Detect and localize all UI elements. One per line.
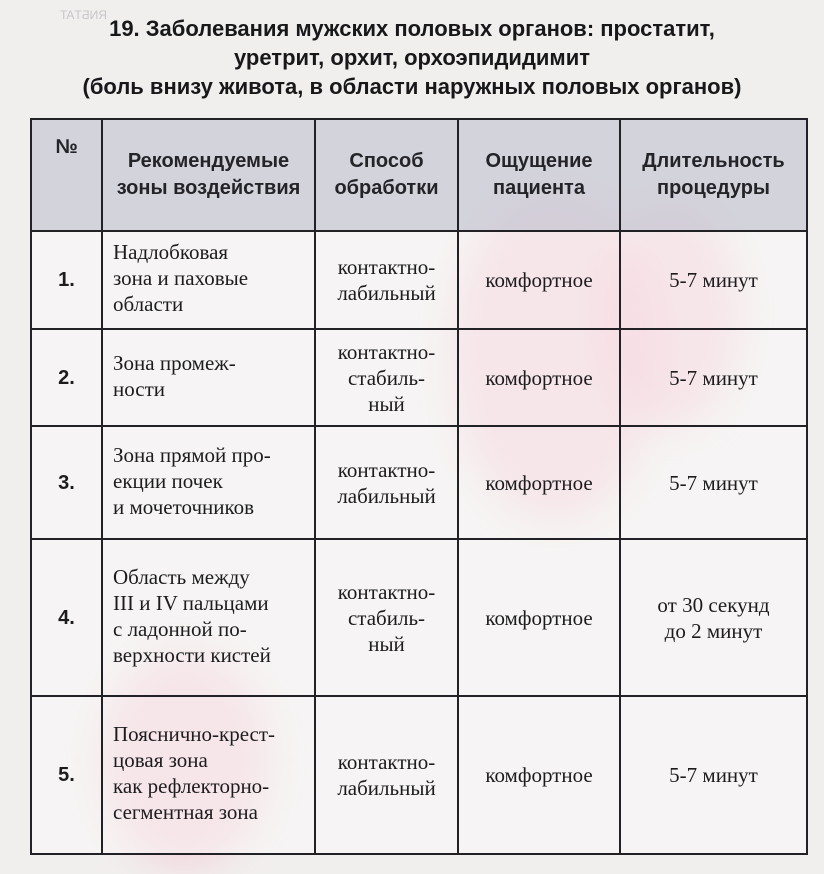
zone-line: сегментная зона: [113, 800, 258, 824]
table-header-row: [31, 119, 807, 231]
zone-line: с ладонной по-: [113, 616, 247, 641]
zone-line: Область между: [113, 564, 250, 589]
method-line: лабильный: [337, 776, 436, 800]
method-cell: [315, 696, 458, 854]
zone-cell: [102, 231, 315, 329]
duration-cell: [620, 539, 807, 696]
bleed-through-text: RNБTАТ: [60, 8, 107, 22]
table-row: [31, 231, 807, 329]
method-line: стабиль-: [347, 605, 426, 630]
duration-line: 5-7 минут: [669, 763, 758, 787]
duration-cell: [620, 426, 807, 539]
zone-line: III и IV пальцами: [113, 590, 269, 615]
title-line: (боль внизу живота, в области наружных половых органов): [82, 74, 742, 99]
zone-line: верхности кистей: [113, 642, 271, 667]
row-number: 3.: [31, 426, 102, 539]
method-line: стабиль-: [347, 365, 426, 390]
zone-line: Зона прямой про-: [113, 442, 271, 467]
table-row: [31, 426, 807, 539]
method-line: лабильный: [337, 281, 436, 305]
header-zones: Рекомендуемые зоны воздействия: [102, 119, 315, 231]
zone-line: цовая зона: [113, 748, 208, 772]
duration-line: 5-7 минут: [669, 365, 758, 390]
table-row: [31, 329, 807, 426]
feeling-cell: комфортное: [458, 539, 620, 696]
zone-line: Пояснично-крест-: [113, 722, 276, 746]
title-line: уретрит, орхит, орхоэпидидимит: [233, 45, 591, 70]
method-line: контактно-: [337, 579, 436, 604]
treatment-table: [30, 118, 808, 855]
feeling-cell: комфортное: [458, 231, 620, 329]
feeling-cell: комфортное: [458, 329, 620, 426]
method-cell: [315, 231, 458, 329]
method-line: контактно-: [337, 339, 436, 364]
zone-cell: [102, 539, 315, 696]
duration-cell: [620, 231, 807, 329]
zone-cell: [102, 329, 315, 426]
table-row: [31, 696, 807, 854]
zone-line: зона и паховые: [113, 266, 249, 290]
duration-line: от 30 секунд: [657, 592, 770, 617]
row-number: 2.: [31, 329, 102, 426]
table-row: [31, 539, 807, 696]
header-feeling: Ощущение пациента: [458, 119, 620, 231]
zone-line: области: [113, 292, 184, 316]
duration-line: 5-7 минут: [669, 470, 758, 495]
method-line: ный: [368, 391, 405, 416]
feeling-cell: комфортное: [458, 696, 620, 854]
table-body: [31, 231, 807, 854]
zone-cell: [102, 696, 315, 854]
duration-line: до 2 минут: [664, 618, 763, 643]
method-line: контактно-: [337, 255, 436, 279]
method-line: контактно-: [337, 750, 436, 774]
zone-line: Зона промеж-: [113, 350, 236, 375]
page-title: [0, 14, 824, 101]
row-number: 5.: [31, 696, 102, 854]
duration-line: 5-7 минут: [669, 268, 758, 292]
header-method: Способ обработки: [315, 119, 458, 231]
zone-line: екции почек: [113, 468, 223, 493]
header-num: №: [31, 119, 102, 231]
row-number: 1.: [31, 231, 102, 329]
method-cell: [315, 426, 458, 539]
method-line: ный: [368, 631, 405, 656]
feeling-cell: комфортное: [458, 426, 620, 539]
zone-cell: [102, 426, 315, 539]
method-line: контактно-: [337, 457, 436, 482]
method-cell: [315, 329, 458, 426]
duration-cell: [620, 329, 807, 426]
zone-line: ности: [113, 376, 165, 401]
title-line: 19. Заболевания мужских половых органов: простатит,: [109, 16, 715, 41]
method-line: лабильный: [337, 483, 436, 508]
zone-line: Надлобковая: [113, 240, 229, 264]
row-number: 4.: [31, 539, 102, 696]
duration-cell: [620, 696, 807, 854]
method-cell: [315, 539, 458, 696]
header-duration: Длительность процедуры: [620, 119, 807, 231]
zone-line: как рефлекторно-: [113, 774, 270, 798]
zone-line: и мочеточников: [113, 494, 255, 519]
